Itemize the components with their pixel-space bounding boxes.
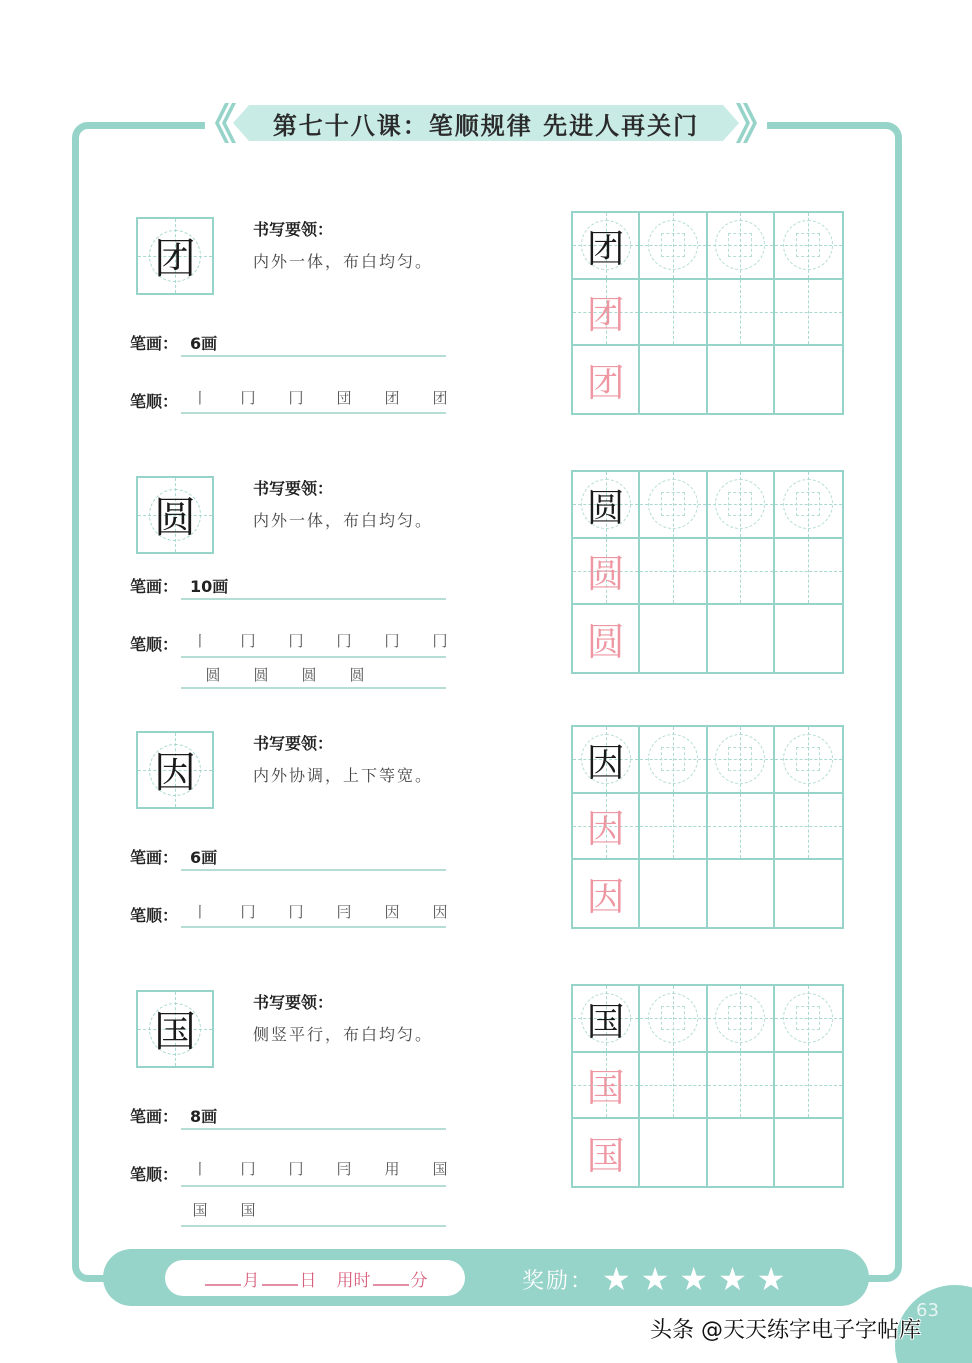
- stroke-step: 国: [432, 1160, 448, 1178]
- example-char: 因: [586, 740, 625, 785]
- practice-cell[interactable]: [640, 280, 707, 347]
- tips-text: 内外一体，布白均匀。: [253, 511, 434, 530]
- example-char: 团: [586, 226, 625, 271]
- stroke-step: 因: [384, 903, 400, 921]
- practice-cell[interactable]: [708, 346, 775, 413]
- practice-cell[interactable]: [708, 539, 775, 606]
- stroke-count-label: 笔画：: [130, 848, 179, 867]
- tips-text: 内外协调，上下等宽。: [253, 766, 434, 785]
- reward-label: 奖励：: [522, 1268, 595, 1294]
- example-char: 圆: [586, 485, 625, 530]
- stroke-step: 圆: [253, 666, 269, 684]
- practice-cell[interactable]: [775, 346, 842, 413]
- stroke-step: 冃: [336, 1160, 352, 1178]
- practice-cell[interactable]: [775, 605, 842, 672]
- trace-char: 因: [586, 875, 625, 920]
- model-char-box: [136, 731, 214, 809]
- date-time-pill: [165, 1260, 465, 1296]
- model-char-box: [136, 990, 214, 1068]
- practice-cell[interactable]: [708, 280, 775, 347]
- stroke-order-list: [190, 1158, 450, 1179]
- underline: [181, 869, 446, 871]
- practice-cell[interactable]: [708, 472, 775, 539]
- stroke-step: 冂: [240, 903, 256, 921]
- stroke-step: 用: [384, 1160, 400, 1178]
- stroke-step: 冂: [240, 632, 256, 650]
- trace-char: 国: [586, 1066, 625, 1111]
- stroke-step: 国: [192, 1201, 208, 1219]
- lesson-title: 第七十八课：笔顺规律 先进人再关门: [272, 111, 700, 140]
- model-char: 国: [153, 1007, 196, 1056]
- practice-cell[interactable]: [640, 727, 707, 794]
- page-number: 63: [916, 1300, 939, 1321]
- underline: [181, 1225, 446, 1227]
- practice-cell[interactable]: [775, 539, 842, 606]
- stroke-order-list: [190, 630, 450, 651]
- underline: [181, 656, 446, 658]
- stroke-step: 圆: [301, 666, 317, 684]
- practice-cell[interactable]: [775, 727, 842, 794]
- stroke-step: 圆: [349, 666, 365, 684]
- stroke-order-list-2: [203, 664, 463, 685]
- practice-cell[interactable]: [640, 346, 707, 413]
- practice-cell[interactable]: [775, 280, 842, 347]
- stroke-count-label: 笔画：: [130, 334, 179, 353]
- underline: [181, 355, 446, 357]
- stroke-step: 冂: [288, 632, 304, 650]
- trace-char: 团: [586, 361, 625, 406]
- practice-cell[interactable]: [775, 472, 842, 539]
- underline: [181, 1128, 446, 1130]
- stroke-step: 丨: [192, 632, 208, 650]
- practice-cell[interactable]: [640, 605, 707, 672]
- underline: [181, 926, 446, 928]
- stroke-step: 丨: [192, 1160, 208, 1178]
- stroke-order-label: 笔顺：: [130, 635, 179, 654]
- example-char: 国: [586, 999, 625, 1044]
- practice-cell[interactable]: [775, 794, 842, 861]
- minutes-label: 分: [410, 1270, 428, 1291]
- practice-cell[interactable]: [775, 213, 842, 280]
- stroke-step: 冂: [288, 1160, 304, 1178]
- model-char-box: [136, 476, 214, 554]
- stroke-order-list: [190, 901, 450, 922]
- practice-cell[interactable]: [708, 986, 775, 1053]
- star-icon[interactable]: ★: [679, 1260, 711, 1298]
- tips-label: 书写要领：: [253, 734, 334, 753]
- underline: [181, 687, 446, 689]
- stroke-count-value: 10画: [190, 577, 229, 596]
- practice-cell[interactable]: [775, 1119, 842, 1186]
- stroke-step: 冂: [240, 389, 256, 407]
- star-icon[interactable]: ★: [602, 1260, 633, 1298]
- trace-char: 团: [586, 293, 625, 338]
- lesson-title-banner: [215, 103, 757, 143]
- underline: [181, 1185, 446, 1187]
- practice-cell[interactable]: [708, 860, 775, 927]
- practice-cell[interactable]: [708, 605, 775, 672]
- stroke-step: 团: [432, 389, 448, 407]
- time-used-label: 用时: [336, 1270, 371, 1291]
- practice-grid: [571, 211, 844, 415]
- practice-cell[interactable]: [640, 986, 707, 1053]
- tips-label: 书写要领：: [253, 993, 334, 1012]
- practice-grid: [571, 984, 844, 1188]
- practice-cell[interactable]: [640, 1119, 707, 1186]
- practice-cell[interactable]: [775, 860, 842, 927]
- tips-text: 侧竖平行，布白均匀。: [253, 1025, 434, 1044]
- practice-cell[interactable]: [640, 1053, 707, 1120]
- trace-char: 圆: [586, 552, 625, 597]
- practice-grid: [571, 470, 844, 674]
- trace-char: 因: [586, 807, 625, 852]
- tips-label: 书写要领：: [253, 479, 334, 498]
- practice-cell[interactable]: [640, 794, 707, 861]
- stroke-count-value: 6画: [190, 848, 218, 867]
- chevron-right-icon: [743, 103, 757, 143]
- stroke-step: 冂: [288, 389, 304, 407]
- stroke-count-value: 6画: [190, 334, 218, 353]
- practice-cell[interactable]: [708, 213, 775, 280]
- minutes-blank[interactable]: [373, 1270, 409, 1286]
- stroke-count-label: 笔画：: [130, 1107, 179, 1126]
- stroke-step: 丨: [192, 389, 208, 407]
- stroke-step: 冃: [336, 903, 352, 921]
- tips-label: 书写要领：: [253, 220, 334, 239]
- reward-area: [522, 1260, 788, 1298]
- practice-cell[interactable]: [708, 727, 775, 794]
- star-icon[interactable]: ★: [640, 1260, 672, 1298]
- star-icon[interactable]: ★: [718, 1260, 749, 1298]
- practice-cell[interactable]: [708, 1119, 775, 1186]
- month-blank[interactable]: [205, 1270, 241, 1286]
- underline: [181, 598, 446, 600]
- day-blank[interactable]: [262, 1270, 298, 1286]
- stroke-step: 冂: [336, 632, 352, 650]
- stroke-step: 国: [240, 1201, 256, 1219]
- day-label: 日: [299, 1270, 317, 1291]
- practice-cell[interactable]: [708, 1053, 775, 1120]
- underline: [181, 412, 446, 414]
- trace-char: 圆: [586, 620, 625, 665]
- stroke-order-list: [190, 387, 450, 408]
- tips-text: 内外一体，布白均匀。: [253, 252, 434, 271]
- model-char: 团: [153, 234, 196, 283]
- stroke-step: 冂: [240, 1160, 256, 1178]
- model-char: 圆: [153, 493, 196, 542]
- practice-grid: [571, 725, 844, 929]
- month-label: 月: [242, 1270, 260, 1291]
- star-icon[interactable]: ★: [756, 1260, 788, 1298]
- stroke-step: 冂: [384, 632, 400, 650]
- stroke-order-list-2: [190, 1199, 450, 1220]
- stroke-step: 冂: [288, 903, 304, 921]
- stroke-count-value: 8画: [190, 1107, 218, 1126]
- stroke-count-label: 笔画：: [130, 577, 179, 596]
- practice-cell[interactable]: [708, 794, 775, 861]
- practice-cell[interactable]: [640, 860, 707, 927]
- practice-cell[interactable]: [640, 213, 707, 280]
- stroke-step: 丨: [192, 903, 208, 921]
- stroke-step: 団: [336, 389, 352, 407]
- practice-cell[interactable]: [640, 472, 707, 539]
- stroke-order-label: 笔顺：: [130, 906, 179, 925]
- stroke-step: 团: [384, 389, 400, 407]
- stroke-step: 圆: [205, 666, 221, 684]
- practice-cell[interactable]: [775, 986, 842, 1053]
- model-char: 因: [153, 748, 196, 797]
- practice-cell[interactable]: [775, 1053, 842, 1120]
- model-char-box: [136, 217, 214, 295]
- stroke-step: 因: [432, 903, 448, 921]
- watermark: 头条 @天天练字电子字帖库: [650, 1318, 921, 1343]
- stroke-step: 冂: [432, 632, 448, 650]
- practice-cell[interactable]: [640, 539, 707, 606]
- trace-char: 国: [586, 1134, 625, 1179]
- stroke-order-label: 笔顺：: [130, 392, 179, 411]
- stroke-order-label: 笔顺：: [130, 1165, 179, 1184]
